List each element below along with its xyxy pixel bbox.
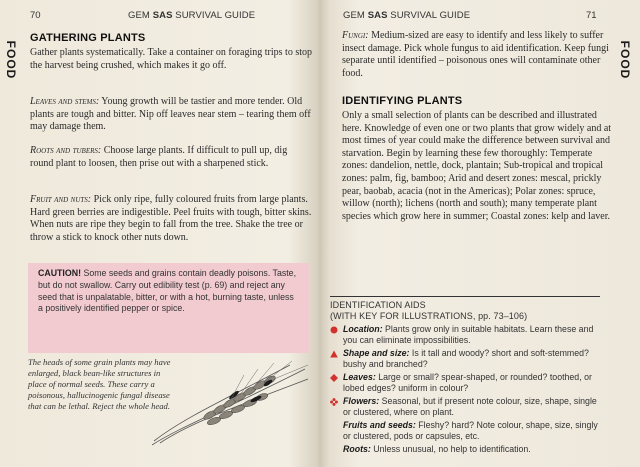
grain-caption: The heads of some grain plants may have enlarged, black bean-like structures in place of normal seeds. These carry a poisonous, hallucinogenic fungal disease that can be lethal. Reject the whole head. [28,357,171,411]
running-head-left: GEM SAS SURVIVAL GUIDE [128,10,256,21]
leaves-diamond-icon [330,374,338,382]
page-number-right: 71 [586,10,597,21]
fungi-paragraph: Fungi: Medium-sized are easy to identify and less likely to suffer insect damage. Pick whole fungus to aid identification. Keep fungi separate until identified – poisonous ones will contaminate other food. [342,30,609,79]
aid-leaves: Leaves: Large or small? spear-shaped, or rounded? toothed, or lobed edges? uniform in colour? [343,372,592,394]
leaves-paragraph: Leaves and stems: Young growth will be tastier and more tender. Old plants are tough and bitter. Nip off leaves near stem – tearing them off may damage them. [30,96,311,133]
roots-paragraph: Roots and tubers: Choose large plants. If difficult to pull up, dig round plant to loosen, then prise out with a sharpened stick. [30,145,288,169]
side-tab-food-right: FOOD [618,40,632,80]
aid-fruits-seeds: Fruits and seeds: Fleshy? hard? Note colour, shape, size, singly or clustered, pods or capsules, etc. [343,420,598,442]
section-title-identifying: IDENTIFYING PLANTS [342,95,463,107]
running-head-right: GEM SAS SURVIVAL GUIDE [343,10,471,21]
aid-roots: Roots: Unless unusual, no help to identification. [343,444,531,454]
aid-shape-size: Shape and size: Is it tall and woody? short and soft-stemmed? bushy and branched? [343,348,589,370]
side-tab-food-left: FOOD [4,40,18,80]
identification-aids-header: IDENTIFICATION AIDS (WITH KEY FOR ILLUSTRATIONS, pp. 73–106) [330,296,600,322]
wheat-ear-illustration [140,357,315,452]
caution-box: CAUTION! Some seeds and grains contain deadly poisons. Taste, but do not swallow. Carry out edibility test (p. 69) and reject any seed that is unpalatable, bitter, or with a hot, burning taste, unless a positively identified pepper or spice. [28,263,309,353]
aid-flowers: Flowers: Seasonal, but if present note colour, size, shape, single or clustered, where on plant. [343,396,597,418]
fruit-paragraph: Fruit and nuts: Pick only ripe, fully coloured fruits from large plants. Hard green berries are indigestible. Peel fruits with tough, bitter skins. When nuts are ripe they begin to fall from the tree. Shake the tree or throw a stick to knock other nuts down. [30,194,312,243]
section-title-gathering: GATHERING PLANTS [30,32,146,44]
location-dot-icon [330,326,338,334]
identifying-paragraph: Only a small selection of plants can be described and illustrated here. Knowledge of even one or two plants that grow widely and at most times of year could make the difference between survival and starvation. Begin by learning these few thoroughly: Temperate zones: dandelion, nettle, dock, plantain; Sub-tropical and tropical zones: palm, fig, bamboo; Arid and desert zones: mescal, prickly pear, baobab, acacia (not in the Americas); Polar zones: spruce, willow (north); lichens (north and south); many temperate plant species which grow here in summer; Coastal zones: kelp and laver. [342,110,612,222]
aid-location: Location: Plants grow only in suitable habitats. Learn these and you can eliminate impossibilities. [343,324,594,346]
intro-paragraph: Gather plants systematically. Take a container on foraging trips to stop the harvest being crushed, which makes it go off. [30,47,313,71]
shape-triangle-icon [330,350,338,358]
page-number-left: 70 [30,10,41,21]
flowers-star-icon [330,398,338,406]
